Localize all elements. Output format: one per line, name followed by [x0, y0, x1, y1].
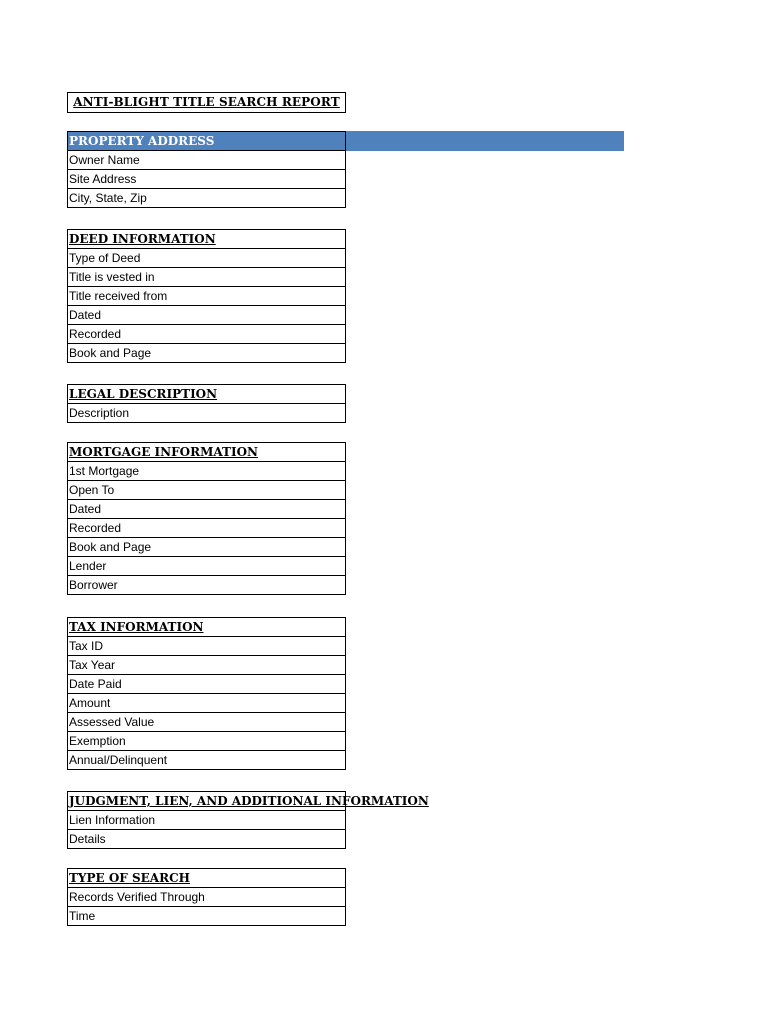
- field-label-book-and-page[interactable]: Book and Page: [67, 344, 346, 363]
- field-label-exemption[interactable]: Exemption: [67, 732, 346, 751]
- field-label-lien-information[interactable]: Lien Information: [67, 811, 346, 830]
- field-label-recorded[interactable]: Recorded: [67, 519, 346, 538]
- section-mortgage-information: [67, 442, 346, 595]
- field-label-1st-mortgage[interactable]: 1st Mortgage: [67, 462, 346, 481]
- field-label-description[interactable]: Description: [67, 404, 346, 423]
- field-label-assessed-value[interactable]: Assessed Value: [67, 713, 346, 732]
- field-label-title-received-from[interactable]: Title received from: [67, 287, 346, 306]
- section-legal-description: [67, 384, 346, 423]
- property-address-header-fill: [346, 131, 624, 151]
- field-label-details[interactable]: Details: [67, 830, 346, 849]
- field-label-city-state-zip[interactable]: City, State, Zip: [67, 189, 346, 208]
- field-label-book-and-page[interactable]: Book and Page: [67, 538, 346, 557]
- field-label-tax-year[interactable]: Tax Year: [67, 656, 346, 675]
- field-label-site-address[interactable]: Site Address: [67, 170, 346, 189]
- section-property-address: [67, 131, 346, 208]
- section-heading: TAX INFORMATION: [67, 617, 346, 637]
- field-label-records-verified-through[interactable]: Records Verified Through: [67, 888, 346, 907]
- field-label-date-paid[interactable]: Date Paid: [67, 675, 346, 694]
- field-label-owner-name[interactable]: Owner Name: [67, 151, 346, 170]
- field-label-tax-id[interactable]: Tax ID: [67, 637, 346, 656]
- section-type-of-search: [67, 868, 346, 926]
- section-heading: JUDGMENT, LIEN, AND ADDITIONAL INFORMATION: [67, 791, 346, 811]
- section-judgment-lien: [67, 791, 429, 849]
- section-heading: PROPERTY ADDRESS: [67, 131, 346, 151]
- field-label-recorded[interactable]: Recorded: [67, 325, 346, 344]
- section-heading: DEED INFORMATION: [67, 229, 346, 249]
- section-heading: MORTGAGE INFORMATION: [67, 442, 346, 462]
- section-deed-information: [67, 229, 346, 363]
- section-heading: TYPE OF SEARCH: [67, 868, 346, 888]
- field-label-amount[interactable]: Amount: [67, 694, 346, 713]
- field-label-lender[interactable]: Lender: [67, 557, 346, 576]
- report-title: ANTI-BLIGHT TITLE SEARCH REPORT: [67, 92, 346, 113]
- field-label-time[interactable]: Time: [67, 907, 346, 926]
- field-label-type-of-deed[interactable]: Type of Deed: [67, 249, 346, 268]
- field-label-title-vested-in[interactable]: Title is vested in: [67, 268, 346, 287]
- field-label-borrower[interactable]: Borrower: [67, 576, 346, 595]
- section-tax-information: [67, 617, 346, 770]
- field-label-annual-delinquent[interactable]: Annual/Delinquent: [67, 751, 346, 770]
- field-label-dated[interactable]: Dated: [67, 500, 346, 519]
- field-label-dated[interactable]: Dated: [67, 306, 346, 325]
- field-label-open-to[interactable]: Open To: [67, 481, 346, 500]
- section-heading: LEGAL DESCRIPTION: [67, 384, 346, 404]
